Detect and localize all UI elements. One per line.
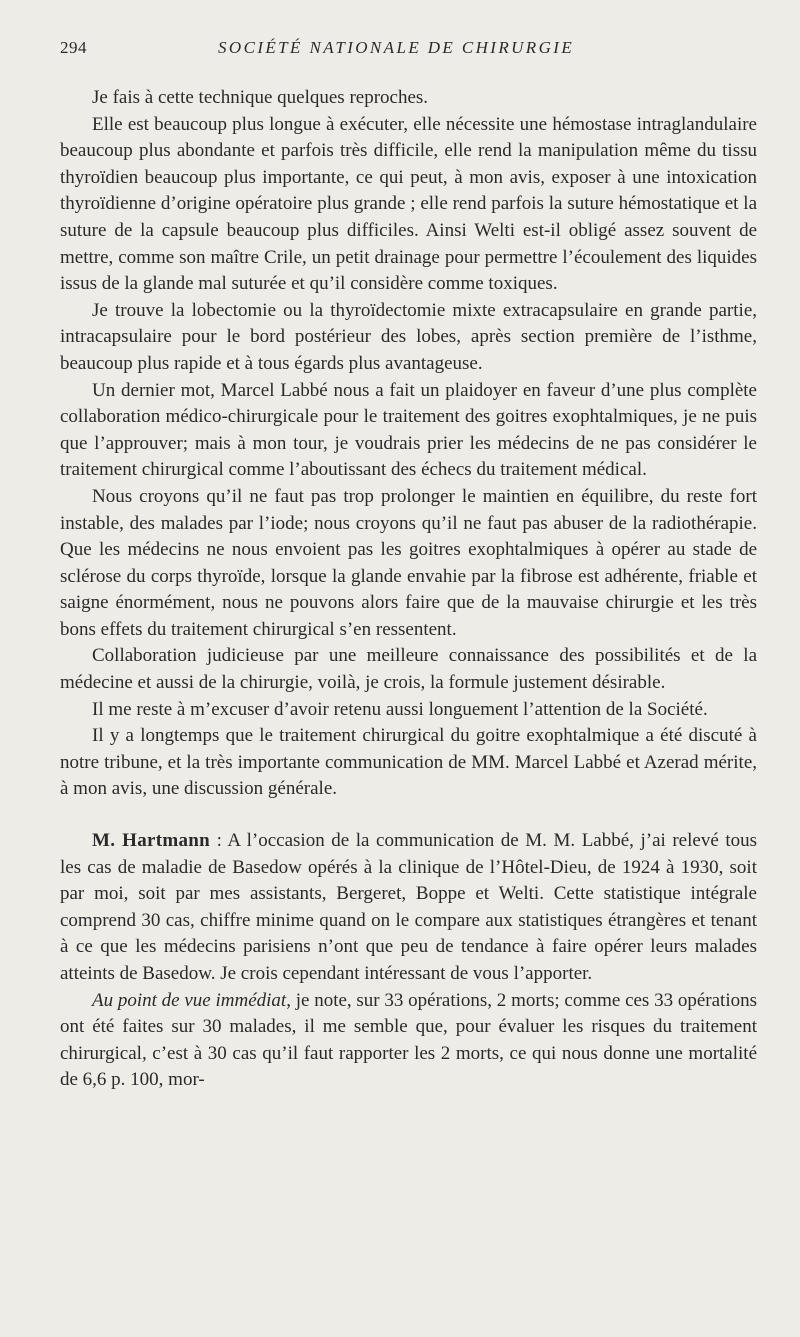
paragraph: Un dernier mot, Marcel Labbé nous a fait un plaidoyer en faveur d’une plus complète collaboration médico-chirurgicale pour le traitement des goitres exophtalmiques, je ne puis que l’approuver; mais à mon tour, je voudrais prier les médecins de ne pas considérer le traitement chirurgical comme l’aboutissant des échecs du traitement médical. [60, 379, 757, 481]
paragraph: Je fais à cette technique quelques reproches. [92, 87, 429, 108]
paragraph: Je trouve la lobectomie ou la thyroïdectomie mixte extracapsulaire en grande partie, intracapsulaire pour le bord postérieur des lobes, après section première de l’isthme, beaucoup plus rapide et à tous égards plus avantageuse. [60, 299, 757, 374]
paragraph: Elle est beaucoup plus longue à exécuter, elle nécessite une hémostase intraglandulaire beaucoup plus abondante et parfois très difficile, elle rend la manipulation même du tissu thyroïdien beaucoup plus importante, ce qui peut, à mon avis, exposer à une intoxication thyroïdienne d’origine opératoire plus grande ; elle rend parfois la suture hémostatique et la suture de la capsule beaucoup plus difficiles. Ainsi Welti est-il obligé assez souvent de mettre, comme son maître Crile, un petit drainage pour permettre l’écoulement des liquides issus de la glande mal suturée et qu’il considère comme toxiques. [60, 113, 757, 295]
paragraph-text: , je note, sur 33 opérations, 2 morts; comme ces 33 opérations ont été faites sur 30 malades, il me semble que, pour évaluer les risques du traitement chirurgical, c’est à 30 cas qu’il faut rapporter les 2 morts, ce qui nous donne une mortalité de 6,6 p. 100, mor- [60, 989, 757, 1091]
speaker-name: M. Hartmann [92, 830, 211, 852]
italic-lead: Au point de vue immédiat [92, 989, 287, 1011]
paragraph: Il y a longtemps que le traitement chirurgical du goitre exophtalmique a été discuté à notre tribune, et la très importante communication de MM. Marcel Labbé et Azerad mérite, à mon avis, une discussion générale. [60, 725, 757, 800]
running-title: SOCIÉTÉ NATIONALE DE CHIRURGIE [218, 38, 575, 57]
page-number: 294 [60, 38, 87, 57]
paragraph: Nous croyons qu’il ne faut pas trop prolonger le maintien en équilibre, du reste fort instable, des malades par l’iode; nous croyons qu’il ne faut pas abuser de la radiothérapie. Que les médecins ne nous envoient pas les goitres exophtalmiques à opérer au stade de sclérose du corps thyroïde, lorsque la glande envahie par la fibrose est adhérente, friable et saigne énormément, nous ne pouvons alors faire que de la mauvaise chirurgie et les très bons effets du traitement chirurgical s’en ressentent. [60, 485, 757, 640]
paragraph [60, 988, 757, 1094]
hartmann-text: : A l’occasion de la communication de M. M. Labbé, j’ai relevé tous les cas de maladie de Basedow opérés à la clinique de l’Hôtel-Dieu, de 1924 à 1930, soit par moi, soit par mes assistants, Bergeret, Boppe et Welti. Cette statistique intégrale comprend 30 cas, chiffre minime quand on le compare aux statistiques étrangères et tenant à ce que les médecins parisiens n’ont que peu de tendance à faire opérer leurs malades atteints de Basedow. Je crois cependant intéressant de vous l’apporter. [60, 830, 757, 984]
paragraph: Collaboration judicieuse par une meilleure connaissance des possibilités et de la médecine et aussi de la chirurgie, voilà, je crois, la formule justement désirable. [60, 645, 757, 694]
page-header [60, 38, 750, 64]
paragraph: Il me reste à m’excuser d’avoir retenu aussi longuement l’attention de la Société. [92, 698, 708, 720]
hartmann-paragraph [60, 828, 757, 988]
body-text [60, 85, 757, 1094]
